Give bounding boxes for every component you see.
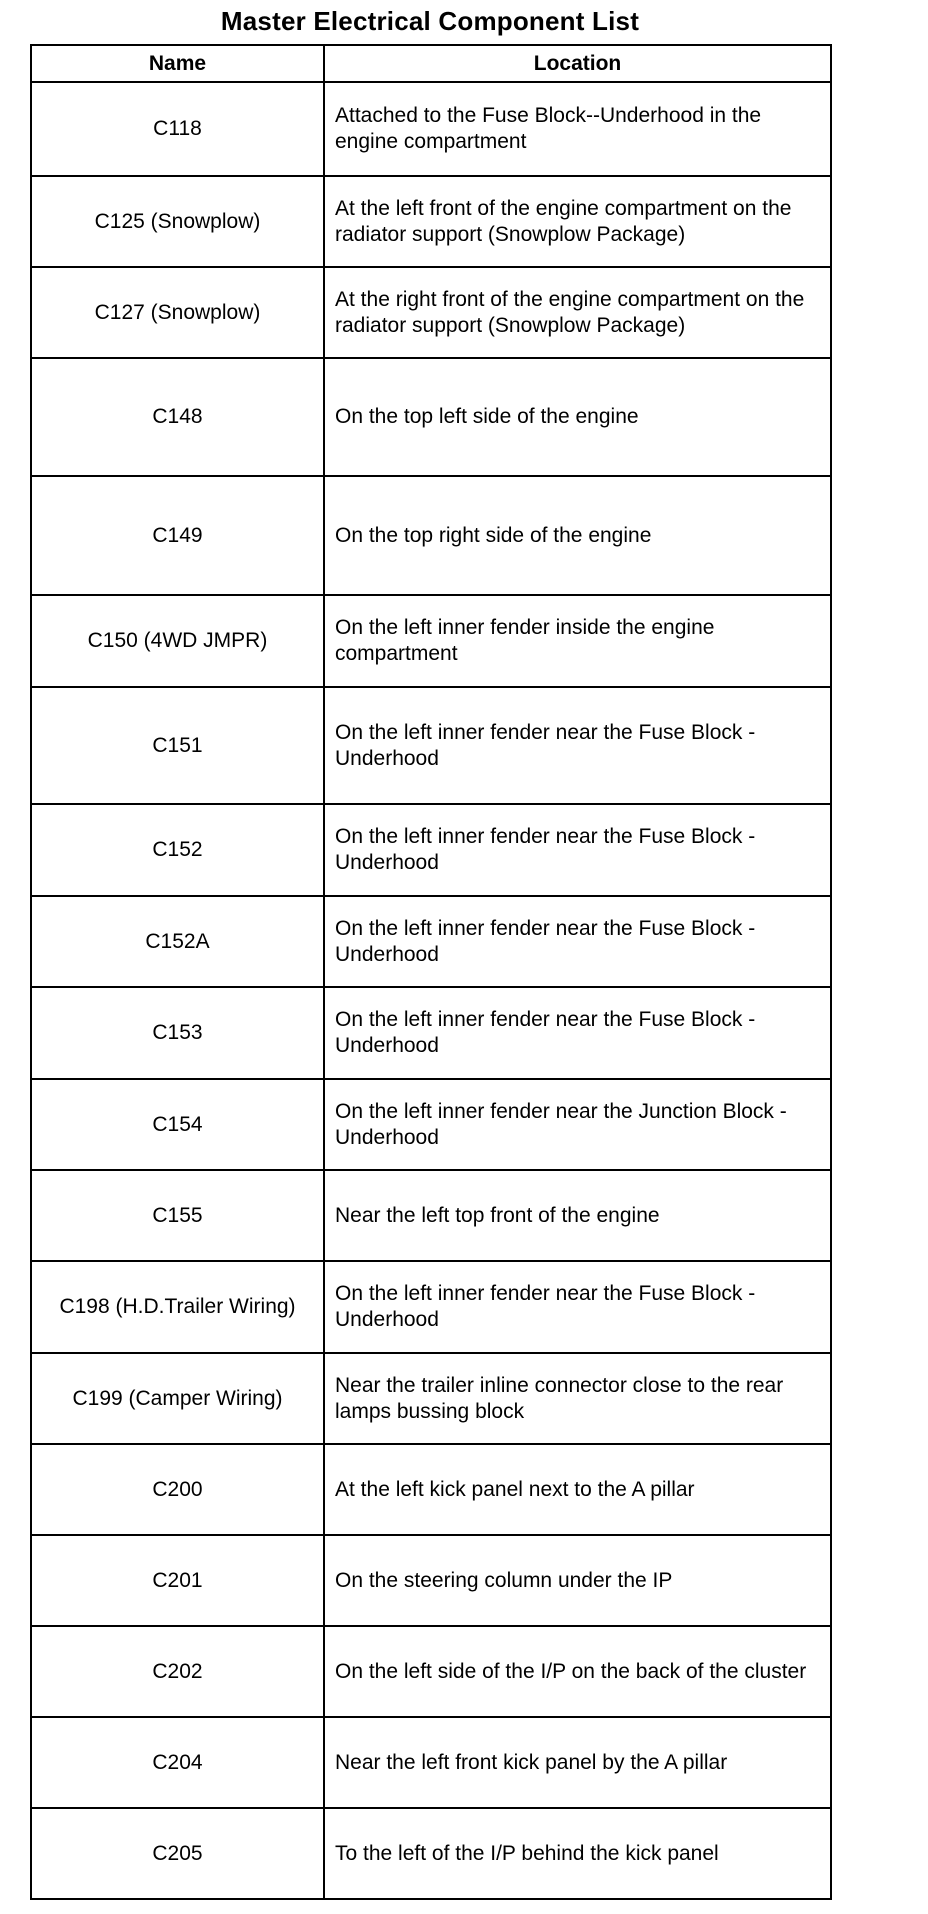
component-location: Near the left front kick panel by the A pillar <box>324 1717 831 1808</box>
component-location: On the top left side of the engine <box>324 358 831 476</box>
component-location: On the left inner fender near the Fuse Block - Underhood <box>324 987 831 1079</box>
component-location: On the left side of the I/P on the back of the cluster <box>324 1626 831 1717</box>
table-row <box>31 1079 831 1170</box>
table-row <box>31 804 831 896</box>
component-location: At the right front of the engine compartment on the radiator support (Snowplow Package) <box>324 267 831 358</box>
table-row <box>31 1717 831 1808</box>
component-location: On the steering column under the IP <box>324 1535 831 1626</box>
component-name: C153 <box>31 987 324 1079</box>
table-row <box>31 1535 831 1626</box>
component-name: C200 <box>31 1444 324 1535</box>
table-row <box>31 896 831 987</box>
component-location: On the left inner fender near the Fuse Block - Underhood <box>324 687 831 804</box>
component-location: On the left inner fender near the Fuse Block - Underhood <box>324 896 831 987</box>
component-name: C201 <box>31 1535 324 1626</box>
column-header-name: Name <box>31 45 324 82</box>
component-name: C205 <box>31 1808 324 1899</box>
component-location: At the left front of the engine compartment on the radiator support (Snowplow Package) <box>324 176 831 267</box>
component-location: Attached to the Fuse Block--Underhood in the engine compartment <box>324 82 831 176</box>
table-row <box>31 1444 831 1535</box>
table-row <box>31 176 831 267</box>
component-location: On the left inner fender near the Fuse Block - Underhood <box>324 1261 831 1353</box>
component-name: C127 (Snowplow) <box>31 267 324 358</box>
table-row <box>31 1170 831 1261</box>
page-title: Master Electrical Component List <box>220 6 640 36</box>
component-location: On the left inner fender inside the engine compartment <box>324 595 831 687</box>
component-table <box>30 44 832 1900</box>
table-row <box>31 476 831 595</box>
component-name: C151 <box>31 687 324 804</box>
component-location: To the left of the I/P behind the kick panel <box>324 1808 831 1899</box>
component-name: C152A <box>31 896 324 987</box>
table-row <box>31 82 831 176</box>
component-location: On the top right side of the engine <box>324 476 831 595</box>
component-name: C204 <box>31 1717 324 1808</box>
table-row <box>31 987 831 1079</box>
component-name: C198 (H.D.Trailer Wiring) <box>31 1261 324 1353</box>
component-location: On the left inner fender near the Fuse Block - Underhood <box>324 804 831 896</box>
component-name: C149 <box>31 476 324 595</box>
component-name: C152 <box>31 804 324 896</box>
column-header-location: Location <box>324 45 831 82</box>
component-name: C202 <box>31 1626 324 1717</box>
table-row <box>31 1626 831 1717</box>
component-name: C118 <box>31 82 324 176</box>
table-header-row <box>31 45 831 82</box>
component-location: On the left inner fender near the Junction Block - Underhood <box>324 1079 831 1170</box>
component-name: C150 (4WD JMPR) <box>31 595 324 687</box>
table-row <box>31 687 831 804</box>
component-name: C154 <box>31 1079 324 1170</box>
component-name: C125 (Snowplow) <box>31 176 324 267</box>
component-location: Near the trailer inline connector close to the rear lamps bussing block <box>324 1353 831 1444</box>
component-name: C155 <box>31 1170 324 1261</box>
component-location: Near the left top front of the engine <box>324 1170 831 1261</box>
table-row <box>31 1808 831 1899</box>
table-row <box>31 1261 831 1353</box>
component-name: C148 <box>31 358 324 476</box>
table-row <box>31 595 831 687</box>
table-row <box>31 358 831 476</box>
component-location: At the left kick panel next to the A pillar <box>324 1444 831 1535</box>
table-row <box>31 267 831 358</box>
component-name: C199 (Camper Wiring) <box>31 1353 324 1444</box>
table-row <box>31 1353 831 1444</box>
